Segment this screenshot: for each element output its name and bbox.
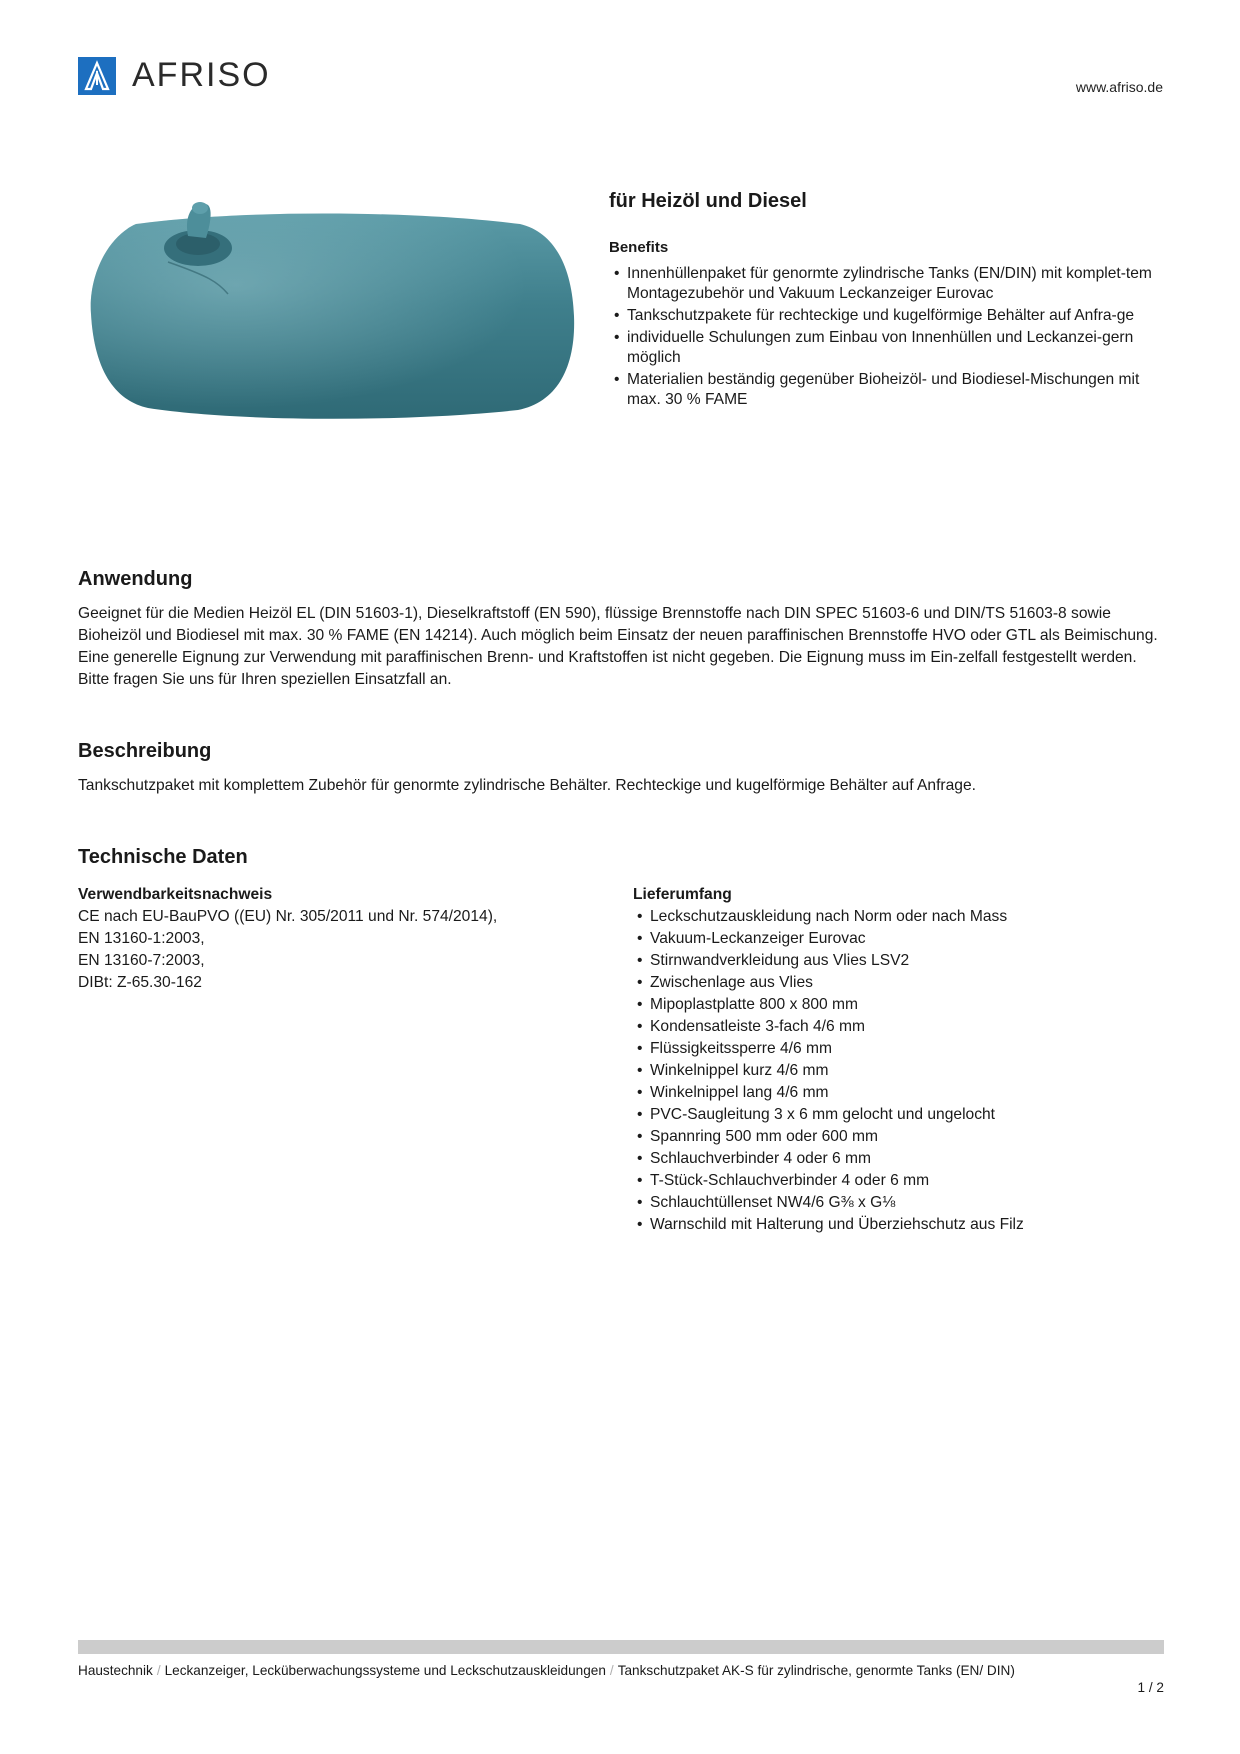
lieferumfang-column [633, 884, 1164, 1236]
afriso-logo [78, 56, 271, 95]
breadcrumb-separator: / [609, 1663, 614, 1678]
scope-item: • Zwischenlage aus Vlies [633, 972, 1164, 994]
technische-daten-title: Technische Daten [78, 846, 248, 868]
anwendung-text: Geeignet für die Medien Heizöl EL (DIN 51603-1), Dieselkraftstoff (EN 590), flüssige Brennstoffe nach DIN SPEC 51603-6 und DIN/TS 51603-8 sowie Bioheizöl und Biodiesel mit max. 30 % FAME (EN 14214). Auch möglich beim Einsatz der neuen paraffinischen Brennstoffe HVO oder GTL als Beimischung. Eine generelle Eignung zur Verwendung mit paraffinischen Brenn- und Kraftstoffen ist nicht gegeben. Die Eignung muss im Ein-zelfall festgestellt werden. Bitte fragen Sie uns für Ihren speziellen Einsatzfall an. [78, 605, 1158, 688]
page-number: 1 / 2 [1137, 1680, 1164, 1695]
footer-divider-bar [78, 1640, 1164, 1654]
scope-item: • Warnschild mit Halterung und Überziehschutz aus Filz [633, 1214, 1164, 1236]
scope-item: • Schlauchverbinder 4 oder 6 mm [633, 1148, 1164, 1170]
benefit-item: • Tankschutzpakete für rechteckige und kugelförmige Behälter auf Anfra-ge [609, 306, 1164, 326]
benefits-title: Benefits [609, 239, 669, 256]
website-link[interactable]: www.afriso.de [1075, 79, 1163, 95]
breadcrumb-item[interactable]: Leckanzeiger, Lecküberwachungssysteme und Leckschutzauskleidungen [164, 1663, 606, 1678]
lieferumfang-list [633, 906, 1164, 1236]
tank-liner-bag-image [88, 196, 578, 436]
benefit-item: • Innenhüllenpaket für genormte zylindrische Tanks (EN/DIN) mit komplet-tem Montagezubehör und Vakuum Leckanzeiger Eurovac [609, 264, 1164, 304]
footer [78, 1662, 1164, 1695]
scope-item: • Vakuum-Leckanzeiger Eurovac [633, 928, 1164, 950]
scope-item: • Mipoplastplatte 800 x 800 mm [633, 994, 1164, 1016]
technische-daten-section [78, 846, 1164, 881]
benefit-item: • individuelle Schulungen zum Einbau von Innenhüllen und Leckanzei-gern möglich [609, 328, 1164, 368]
beschreibung-text: Tankschutzpaket mit komplettem Zubehör für genormte zylindrische Behälter. Rechteckige und kugelförmige Behälter auf Anfrage. [78, 777, 976, 794]
scope-item: • T-Stück-Schlauchverbinder 4 oder 6 mm [633, 1170, 1164, 1192]
scope-item: • Spannring 500 mm oder 600 mm [633, 1126, 1164, 1148]
verwendbarkeit-title: Verwendbarkeitsnachweis [78, 886, 273, 903]
intro-block [609, 190, 1164, 412]
scope-item: • Flüssigkeitssperre 4/6 mm [633, 1038, 1164, 1060]
beschreibung-section [78, 740, 1164, 797]
beschreibung-title: Beschreibung [78, 740, 212, 762]
benefits-list [609, 264, 1164, 410]
product-heading: für Heizöl und Diesel [609, 190, 807, 212]
anwendung-section [78, 568, 1164, 691]
breadcrumb-item[interactable]: Haustechnik [78, 1663, 153, 1678]
scope-item: • Stirnwandverkleidung aus Vlies LSV2 [633, 950, 1164, 972]
afriso-logo-icon [78, 57, 116, 95]
benefit-item: • Materialien beständig gegenüber Bioheizöl- und Biodiesel-Mischungen mit max. 30 % FAME [609, 370, 1164, 410]
breadcrumb-item[interactable]: Tankschutzpaket AK-S für zylindrische, genormte Tanks (EN/ DIN) [617, 1663, 1015, 1678]
verwendbarkeit-line: DIBt: Z-65.30-162 [78, 974, 202, 991]
verwendbarkeit-column [78, 884, 598, 994]
verwendbarkeit-line: EN 13160-1:2003, [78, 930, 205, 947]
breadcrumb-separator: / [156, 1663, 161, 1678]
scope-item: • Schlauchtüllenset NW4/6 G⅜ x G⅛ [633, 1192, 1164, 1214]
scope-item: • Winkelnippel kurz 4/6 mm [633, 1060, 1164, 1082]
breadcrumb [78, 1662, 1068, 1679]
logo-wordmark: AFRISO [132, 56, 271, 94]
scope-item: • Winkelnippel lang 4/6 mm [633, 1082, 1164, 1104]
scope-item: • Leckschutzauskleidung nach Norm oder nach Mass [633, 906, 1164, 928]
verwendbarkeit-line: CE nach EU-BauPVO ((EU) Nr. 305/2011 und Nr. 574/2014), [78, 908, 498, 925]
lieferumfang-title: Lieferumfang [633, 886, 732, 903]
scope-item: • Kondensatleiste 3-fach 4/6 mm [633, 1016, 1164, 1038]
anwendung-title: Anwendung [78, 568, 193, 590]
scope-item: • PVC-Saugleitung 3 x 6 mm gelocht und ungelocht [633, 1104, 1164, 1126]
verwendbarkeit-line: EN 13160-7:2003, [78, 952, 205, 969]
